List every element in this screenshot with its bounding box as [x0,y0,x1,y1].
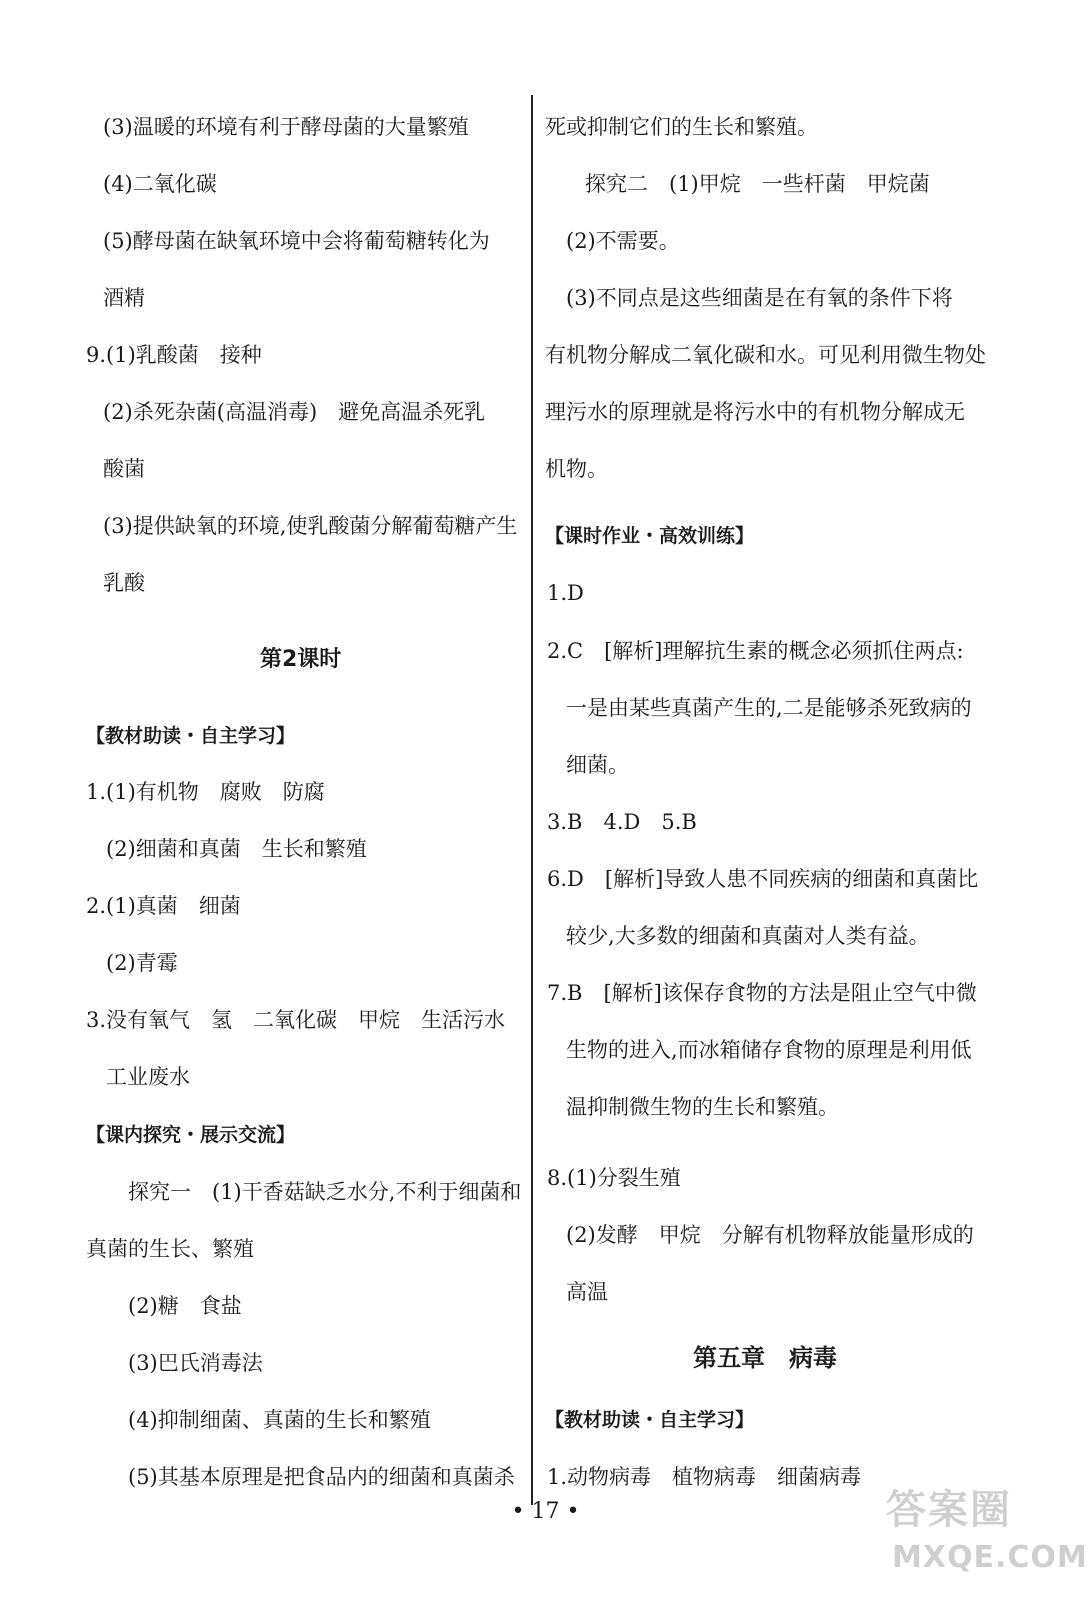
page-number: • 17 • [511,1499,580,1524]
text-line: 1.(1)有机物 腐败 防腐 [86,780,325,804]
text-line: 酸菌 [103,457,145,481]
section-heading: 【教材助读・自主学习】 [545,1409,755,1431]
text-line: (5)其基本原理是把食品内的细菌和真菌杀 [128,1465,515,1489]
text-line: 工业废水 [106,1065,190,1089]
text-line: (2)细菌和真菌 生长和繁殖 [106,837,367,861]
text-line: 酒精 [103,286,145,310]
text-line: 1.动物病毒 植物病毒 细菌病毒 [547,1465,862,1489]
text-line: 探究二 (1)甲烷 一些杆菌 甲烷菌 [585,172,930,196]
lesson-heading: 第2课时 [260,647,342,672]
text-line: 真菌的生长、繁殖 [86,1237,254,1261]
text-line: (3)温暖的环境有利于酵母菌的大量繁殖 [103,115,469,139]
text-line: (5)酵母菌在缺氧环境中会将葡萄糖转化为 [103,229,490,253]
text-line: (3)不同点是这些细菌是在有氧的条件下将 [566,286,953,310]
watermark [878,1478,1088,1588]
watermark-site-text: MXQE.COM [892,1540,1088,1575]
section-heading: 【课时作业・高效训练】 [545,525,755,547]
text-line: 6.D [解析]导致人患不同疾病的细菌和真菌比 [547,867,979,891]
text-line: (2)糖 食盐 [128,1294,242,1318]
text-line: (2)不需要。 [566,229,680,253]
text-line: 9.(1)乳酸菌 接种 [86,343,262,367]
section-heading: 【课内探究・展示交流】 [86,1124,296,1146]
text-line: (2)杀死杂菌(高温消毒) 避免高温杀死乳 [103,400,486,424]
text-line: 温抑制微生物的生长和繁殖。 [566,1095,839,1119]
text-line: (4)抑制细菌、真菌的生长和繁殖 [128,1408,431,1432]
text-line: (2)青霉 [106,951,178,975]
text-line: 3.B 4.D 5.B [547,810,697,834]
text-line: 1.D [547,581,584,605]
text-line: 高温 [566,1280,608,1304]
text-line: 3.没有氧气 氢 二氧化碳 甲烷 生活污水 [86,1008,506,1032]
text-line: 2.C [解析]理解抗生素的概念必须抓住两点: [547,639,964,663]
text-line: 一是由某些真菌产生的,二是能够杀死致病的 [566,696,972,720]
text-line: 有机物分解成二氧化碳和水。可见利用微生物处 [545,343,986,367]
text-line: 细菌。 [566,753,629,777]
text-line: 乳酸 [103,571,145,595]
text-line: 较少,大多数的细菌和真菌对人类有益。 [566,924,930,948]
text-line: 机物。 [545,457,608,481]
text-line: 8.(1)分裂生殖 [547,1166,681,1190]
section-heading: 【教材助读・自主学习】 [86,725,296,747]
text-line: (3)巴氏消毒法 [128,1351,263,1375]
text-line: (2)发酵 甲烷 分解有机物释放能量形成的 [566,1223,974,1247]
text-line: 死或抑制它们的生长和繁殖。 [545,115,818,139]
text-line: 探究一 (1)干香菇缺乏水分,不利于细菌和 [128,1180,522,1204]
text-line: 7.B [解析]该保存食物的方法是阻止空气中微 [547,981,977,1005]
text-line: (4)二氧化碳 [103,172,217,196]
chapter-heading: 第五章 病毒 [693,1344,837,1372]
text-line: 2.(1)真菌 细菌 [86,894,241,918]
text-line: 理污水的原理就是将污水中的有机物分解成无 [545,400,965,424]
watermark-logo-text: 答案圈 [886,1487,1012,1533]
text-line: (3)提供缺氧的环境,使乳酸菌分解葡萄糖产生 [103,514,518,538]
text-line: 生物的进入,而冰箱储存食物的原理是利用低 [566,1038,972,1062]
column-divider [531,95,533,1505]
